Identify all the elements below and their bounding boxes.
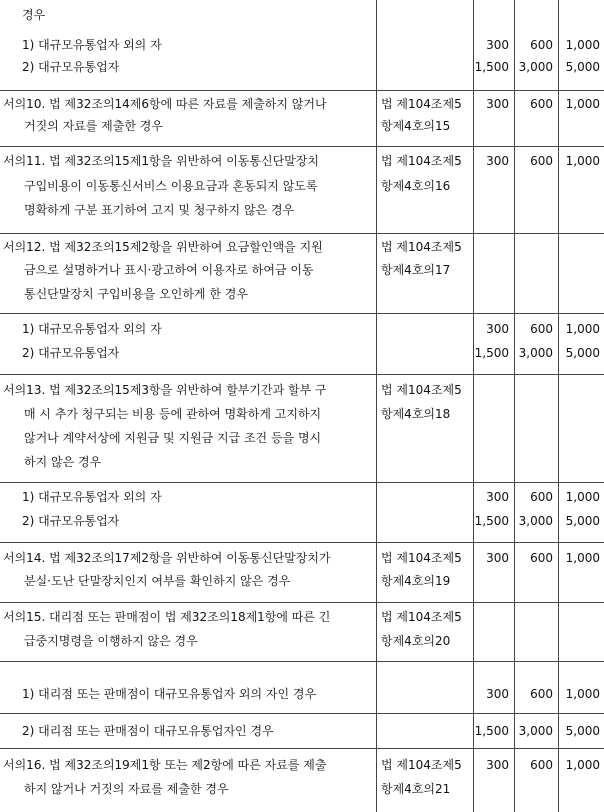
law-reference: 항제4호의19	[381, 574, 451, 588]
description-line: 급중지명령을 이행하지 않은 경우	[24, 634, 198, 648]
penalty-amount: 300	[486, 154, 509, 168]
description-line: 서의12. 법 제32조의15제2항을 위반하여 요금할인액을 지원	[3, 240, 323, 254]
law-reference: 법 제104조제5	[381, 610, 462, 624]
penalty-amount: 600	[530, 97, 553, 111]
penalty-amount: 600	[530, 687, 553, 701]
row-divider	[0, 542, 604, 543]
penalty-amount: 1,000	[565, 38, 600, 52]
row-divider	[0, 661, 604, 662]
row-divider	[0, 713, 604, 714]
penalty-amount: 600	[530, 490, 553, 504]
description-line: 서의13. 법 제32조의15제3항을 위반하여 할부기간과 할부 구	[3, 383, 327, 397]
row-divider	[0, 748, 604, 749]
penalty-amount: 3,000	[518, 514, 553, 528]
description-line: 2) 대규모유통업자	[22, 346, 120, 360]
row-divider	[0, 602, 604, 603]
penalty-amount: 600	[530, 322, 553, 336]
description-line: 통신단말장치 구입비용을 오인하게 한 경우	[24, 287, 248, 301]
penalty-amount: 600	[530, 551, 553, 565]
law-reference: 법 제104조제5	[381, 97, 462, 111]
description-line: 서의10. 법 제32조의14제6항에 따른 자료를 제출하지 않거나	[3, 97, 327, 111]
penalty-amount: 1,000	[565, 490, 600, 504]
description-line: 1) 대규모유통업자 외의 자	[22, 322, 162, 336]
column-divider	[473, 0, 474, 812]
law-reference: 법 제104조제5	[381, 240, 462, 254]
description-line: 경우	[22, 8, 46, 22]
description-line: 거짓의 자료를 제출한 경우	[24, 119, 163, 133]
penalty-amount: 1,000	[565, 154, 600, 168]
penalty-amount: 300	[486, 687, 509, 701]
penalty-amount: 3,000	[518, 724, 553, 738]
description-line: 서의16. 법 제32조의19제1항 또는 제2항에 따른 자료를 제출	[3, 758, 327, 772]
description-line: 서의11. 법 제32조의15제1항을 위반하여 이동통신단말장치	[3, 154, 319, 168]
penalty-amount: 300	[486, 758, 509, 772]
penalty-amount: 300	[486, 97, 509, 111]
column-divider	[558, 0, 559, 812]
penalty-amount: 5,000	[565, 60, 600, 74]
law-reference: 항제4호의16	[381, 179, 451, 193]
column-divider	[514, 0, 515, 812]
penalty-amount: 300	[486, 551, 509, 565]
description-line: 1) 대규모유통업자 외의 자	[22, 490, 162, 504]
penalty-amount: 300	[486, 490, 509, 504]
law-reference: 항제4호의21	[381, 782, 451, 796]
law-reference: 법 제104조제5	[381, 154, 462, 168]
row-divider	[0, 482, 604, 483]
law-reference: 항제4호의20	[381, 634, 451, 648]
penalty-amount: 600	[530, 154, 553, 168]
penalty-amount: 5,000	[565, 724, 600, 738]
penalty-amount: 5,000	[565, 346, 600, 360]
description-line: 명확하게 구분 표기하여 고지 및 청구하지 않은 경우	[24, 203, 295, 217]
penalty-amount: 600	[530, 38, 553, 52]
row-divider	[0, 146, 604, 147]
description-line: 1) 대리점 또는 판매점이 대규모유통업자 외의 자인 경우	[22, 687, 317, 701]
description-line: 2) 대규모유통업자	[22, 60, 120, 74]
row-divider	[0, 233, 604, 234]
description-line: 서의14. 법 제32조의17제2항을 위반하여 이동통신단말장치가	[3, 551, 331, 565]
penalty-amount: 1,000	[565, 551, 600, 565]
penalty-amount: 300	[486, 322, 509, 336]
law-reference: 항제4호의15	[381, 119, 451, 133]
penalty-amount: 1,500	[474, 514, 509, 528]
penalty-amount: 600	[530, 758, 553, 772]
description-line: 서의15. 대리점 또는 판매점이 법 제32조의18제1항에 따른 긴	[3, 610, 331, 624]
row-divider	[0, 374, 604, 375]
penalty-amount: 3,000	[518, 346, 553, 360]
description-line: 분실·도난 단말장치인지 여부를 확인하지 않은 경우	[24, 574, 291, 588]
penalty-amount: 1,500	[474, 60, 509, 74]
description-line: 하지 않거나 거짓의 자료를 제출한 경우	[24, 782, 229, 796]
penalty-amount: 1,000	[565, 758, 600, 772]
law-reference: 항제4호의17	[381, 263, 451, 277]
description-line: 1) 대규모유통업자 외의 자	[22, 38, 162, 52]
law-reference: 법 제104조제5	[381, 383, 462, 397]
law-reference: 법 제104조제5	[381, 758, 462, 772]
penalty-amount: 1,000	[565, 322, 600, 336]
description-line: 하지 않은 경우	[24, 455, 102, 469]
penalty-amount: 5,000	[565, 514, 600, 528]
description-line: 구입비용이 이동통신서비스 이용요금과 혼동되지 않도록	[24, 179, 318, 193]
penalty-amount: 1,000	[565, 97, 600, 111]
description-line: 매 시 추가 청구되는 비용 등에 관하여 명확하게 고지하지	[24, 407, 322, 421]
description-line: 않거나 계약서상에 지원금 및 지원금 지급 조건 등을 명시	[24, 431, 322, 445]
penalty-amount: 300	[486, 38, 509, 52]
law-reference: 법 제104조제5	[381, 551, 462, 565]
penalty-amount: 1,500	[474, 724, 509, 738]
row-divider	[0, 90, 604, 91]
law-reference: 항제4호의18	[381, 407, 451, 421]
description-line: 2) 대규모유통업자	[22, 514, 120, 528]
row-divider	[0, 313, 604, 314]
description-line: 금으로 설명하거나 표시·광고하여 이용자로 하여금 이동	[24, 263, 314, 277]
description-line: 2) 대리점 또는 판매점이 대규모유통업자인 경우	[22, 724, 274, 738]
column-divider	[376, 0, 377, 812]
penalty-amount: 3,000	[518, 60, 553, 74]
penalty-amount: 1,000	[565, 687, 600, 701]
penalty-amount: 1,500	[474, 346, 509, 360]
